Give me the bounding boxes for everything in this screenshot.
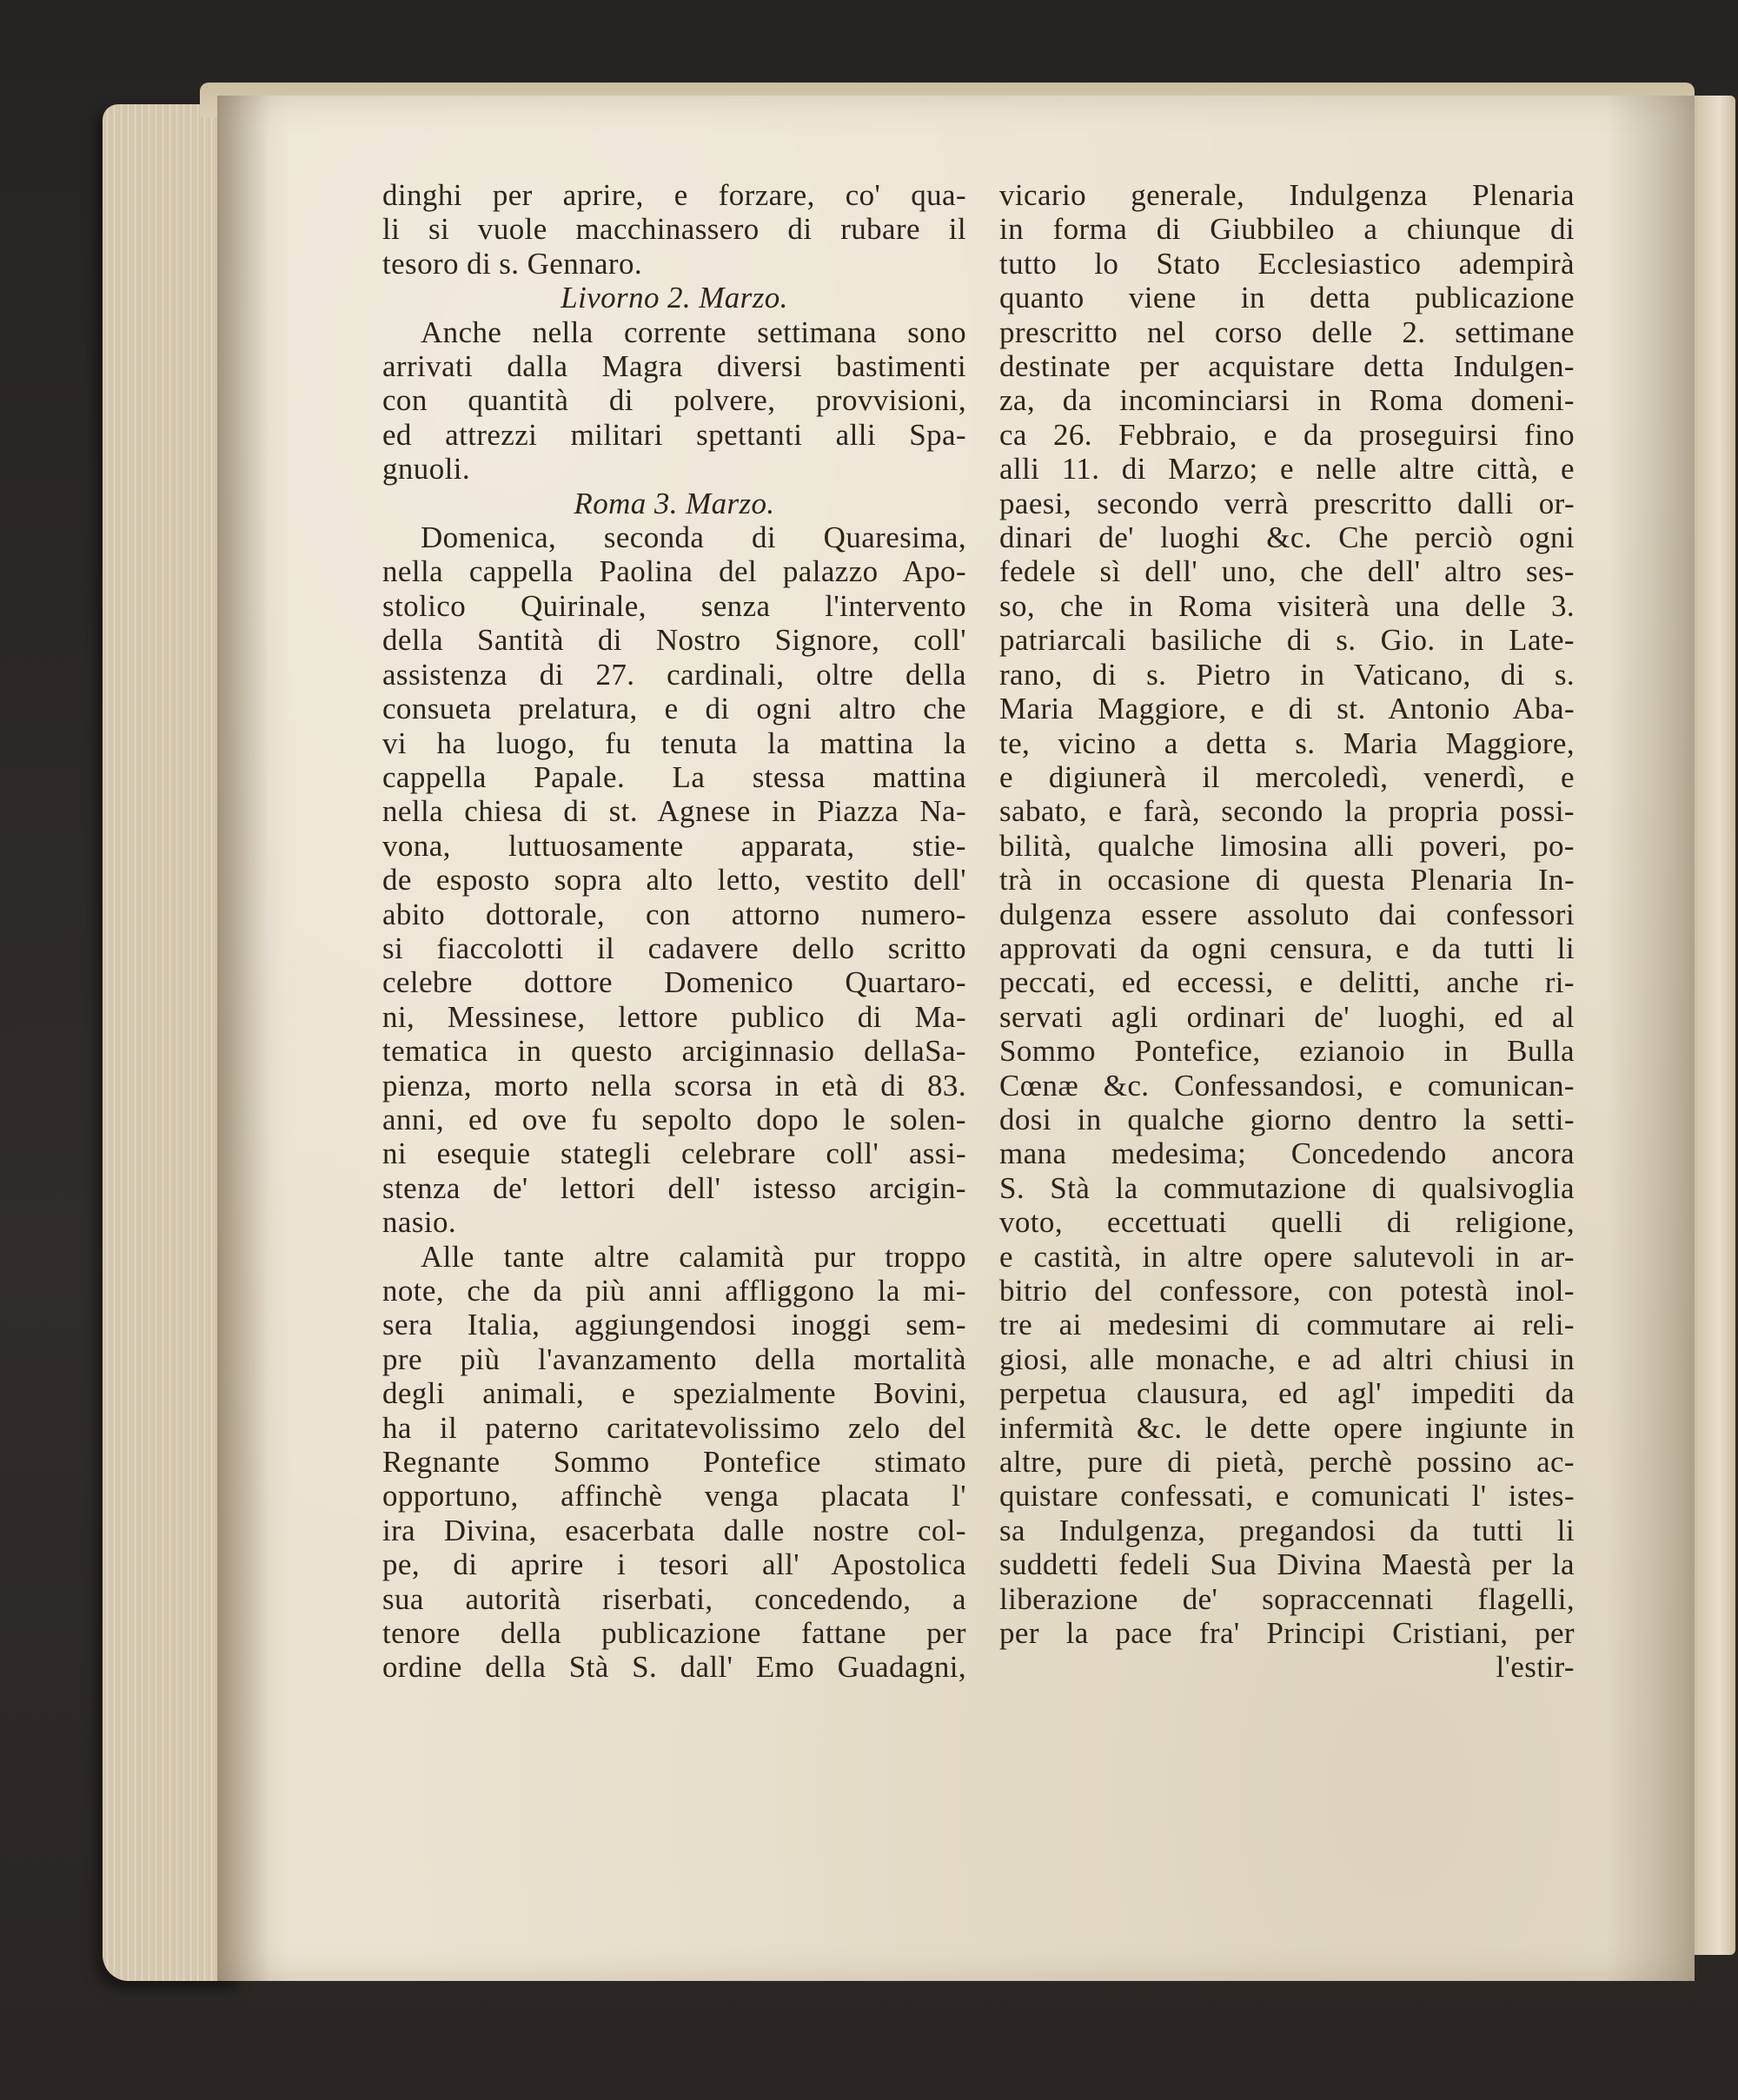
text-line: rano, di s. Pietro in Vaticano, di s.	[999, 657, 1575, 692]
text-line: pe, di aprire i tesori all' Apostolica	[382, 1547, 966, 1582]
text-line: fedele sì dell' uno, che dell' altro ses-	[999, 554, 1575, 589]
text-line: ni esequie stategli celebrare coll' assi-	[382, 1136, 966, 1171]
text-line: tenore della publicazione fattane per	[382, 1616, 966, 1651]
text-line: trà in occasione di questa Plenaria In-	[999, 863, 1575, 898]
text-line: Domenica, seconda di Quaresima,	[421, 520, 966, 555]
text-line: vi ha luogo, fu tenuta la mattina la	[382, 725, 966, 760]
text-line: Cœnæ &c. Confessandosi, e comunican-	[999, 1068, 1575, 1103]
text-line: paesi, secondo verrà prescritto dalli or-	[999, 486, 1575, 520]
text-line: suddetti fedeli Sua Divina Maestà per la	[999, 1547, 1575, 1582]
text-line: de esposto sopra alto letto, vestito dell'	[382, 863, 966, 898]
text-line: pre più l'avanzamento della mortalità	[382, 1341, 966, 1376]
text-line: nella chiesa di st. Agnese in Piazza Na-	[382, 794, 966, 829]
text-line: dinghi per aprire, e forzare, co' qua-	[382, 178, 966, 212]
text-line: Alle tante altre calamità pur troppo	[421, 1239, 966, 1274]
text-line: altre, pure di pietà, perchè possino ac-	[999, 1445, 1575, 1480]
text-line: voto, eccettuati quelli di religione,	[999, 1205, 1575, 1240]
text-line: degli animali, e spezialmente Bovini,	[382, 1376, 966, 1411]
text-line: si fiaccolotti il cadavere dello scritto	[382, 931, 966, 965]
text-line: sua autorità riserbati, concedendo, a	[382, 1581, 966, 1616]
text-line: Regnante Sommo Pontefice stimato	[382, 1445, 966, 1480]
dateline-livorno: Livorno 2. Marzo.	[561, 281, 788, 315]
text-line: bilità, qualche limosina alli poveri, po-	[999, 828, 1575, 863]
text-line: tematica in questo arciginnasio dellaSa-	[382, 1034, 966, 1069]
text-line: quistare confessati, e comunicati l' istes-	[999, 1479, 1575, 1514]
text-line: Anche nella corrente settimana sono	[421, 315, 966, 349]
text-line: nasio.	[382, 1205, 457, 1240]
text-line: stolico Quirinale, senza l'intervento	[382, 588, 966, 623]
text-line: bitrio del confessore, con potestà inol-	[999, 1274, 1575, 1308]
text-line: e digiunerà il mercoledì, venerdì, e	[999, 759, 1575, 794]
text-line: ni, Messinese, lettore publico di Ma-	[382, 999, 966, 1034]
text-line: mana medesima; Concedendo ancora	[999, 1136, 1575, 1171]
text-line: infermità &c. le dette opere ingiunte in	[999, 1410, 1575, 1445]
text-line: consueta prelatura, e di ogni altro che	[382, 692, 966, 726]
text-line: giosi, alle monache, e ad altri chiusi in	[999, 1341, 1575, 1376]
text-line: cappella Papale. La stessa mattina	[382, 759, 966, 794]
text-line: nella cappella Paolina del palazzo Apo-	[382, 554, 966, 589]
text-line: approvati da ogni censura, e da tutti li	[999, 931, 1575, 965]
text-line: stenza de' lettori dell' istesso arcigin-	[382, 1170, 966, 1205]
text-line: tesoro di s. Gennaro.	[382, 246, 643, 281]
text-line: arrivati dalla Magra diversi bastimenti	[382, 349, 966, 384]
left-text-column	[382, 178, 966, 1685]
text-line: vicario generale, Indulgenza Plenaria	[999, 178, 1575, 212]
text-line: patriarcali basiliche di s. Gio. in Late-	[999, 623, 1575, 658]
text-line: dinari de' luoghi &c. Che perciò ogni	[999, 520, 1575, 555]
right-text-column	[999, 178, 1575, 1685]
text-line: e castità, in altre opere salutevoli in ar-	[999, 1239, 1575, 1274]
text-line: gnuoli.	[382, 452, 470, 487]
text-line: prescritto nel corso delle 2. settimane	[999, 315, 1575, 349]
dateline-roma: Roma 3. Marzo.	[574, 486, 775, 520]
text-line: za, da incominciarsi in Roma domeni-	[999, 383, 1575, 418]
text-line: so, che in Roma visiterà una delle 3.	[999, 588, 1575, 623]
text-line: ha il paterno caritatevolissimo zelo del	[382, 1410, 966, 1445]
text-line: ordine della Stà S. dall' Emo Guadagni,	[382, 1650, 966, 1685]
text-line: tre ai medesimi di commutare ai reli-	[999, 1308, 1575, 1342]
text-line: dulgenza essere assoluto dai confessori	[999, 897, 1575, 931]
text-line: celebre dottore Domenico Quartaro-	[382, 965, 966, 1000]
text-line: assistenza di 27. cardinali, oltre della	[382, 657, 966, 692]
text-line: ca 26. Febbraio, e da proseguirsi fino	[999, 417, 1575, 452]
text-line: destinate per acquistare detta Indulgen-	[999, 349, 1575, 384]
text-line: sa Indulgenza, pregandosi da tutti li	[999, 1513, 1575, 1547]
text-line: abito dottorale, con attorno numero-	[382, 897, 966, 931]
text-line: sera Italia, aggiungendosi inoggi sem-	[382, 1308, 966, 1342]
text-line: Sommo Pontefice, ezianoio in Bulla	[999, 1034, 1575, 1069]
text-line: ed attrezzi militari spettanti alli Spa-	[382, 417, 966, 452]
text-line: liberazione de' sopraccennati flagelli,	[999, 1581, 1575, 1616]
catchword: l'estir-	[1496, 1650, 1575, 1685]
text-line: perpetua clausura, ed agl' impediti da	[999, 1376, 1575, 1411]
text-line: vona, luttuosamente apparata, stie-	[382, 828, 966, 863]
text-line: con quantità di polvere, provvisioni,	[382, 383, 966, 418]
text-line: dosi in qualche giorno dentro la setti-	[999, 1102, 1575, 1136]
text-line: anni, ed ove fu sepolto dopo le solen-	[382, 1102, 966, 1136]
text-line: Maria Maggiore, e di st. Antonio Aba-	[999, 692, 1575, 726]
text-line: quanto viene in detta publicazione	[999, 281, 1575, 315]
text-line: peccati, ed eccessi, e delitti, anche ri-	[999, 965, 1575, 1000]
text-line: S. Stà la commutazione di qualsivoglia	[999, 1170, 1575, 1205]
text-line: te, vicino a detta s. Maria Maggiore,	[999, 725, 1575, 760]
text-line: servati agli ordinari de' luoghi, ed al	[999, 999, 1575, 1034]
text-line: opportuno, affinchè venga placata l'	[382, 1479, 966, 1514]
text-line: per la pace fra' Principi Cristiani, per	[999, 1616, 1575, 1651]
text-line: sabato, e farà, secondo la propria possi-	[999, 794, 1575, 829]
text-line: della Santità di Nostro Signore, coll'	[382, 623, 966, 658]
text-line: li si vuole macchinassero di rubare il	[382, 212, 966, 247]
text-line: note, che da più anni affliggono la mi-	[382, 1274, 966, 1308]
text-line: ira Divina, esacerbata dalle nostre col-	[382, 1513, 966, 1547]
spine-shadow	[217, 96, 269, 1981]
text-line: pienza, morto nella scorsa in età di 83.	[382, 1068, 966, 1103]
text-line: in forma di Giubbileo a chiunque di	[999, 212, 1575, 247]
text-line: tutto lo Stato Ecclesiastico adempirà	[999, 246, 1575, 281]
text-line: alli 11. di Marzo; e nelle altre città, e	[999, 452, 1575, 487]
